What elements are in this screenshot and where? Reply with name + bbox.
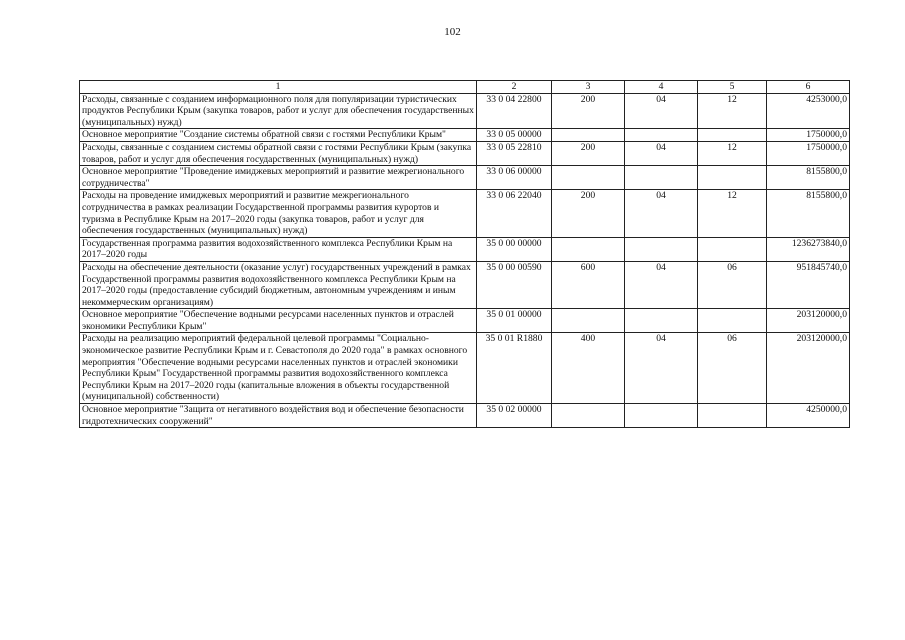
row-amount: 4250000,0 (767, 404, 850, 428)
row-code: 33 0 05 22810 (477, 141, 552, 165)
row-col4: 04 (625, 333, 698, 404)
table-row (80, 261, 850, 308)
row-col3 (552, 166, 625, 190)
row-name: Расходы на реализацию мероприятий федеральной целевой программы "Социально-экономическое развитие Республики Крым и г. Севастополя до 2020 года" в рамках основного мероприятия "Обеспечение водными ресурсами населенных пунктов и отраслей экономики Республики Крым" Государственной программы развития водохозяйственного комплекса Республики Крым на 2017–2020 годы (капитальные вложения в объекты государственной (муниципальной) собственности) (80, 333, 477, 404)
row-col4 (625, 237, 698, 261)
column-header: 6 (767, 81, 850, 94)
table-row (80, 141, 850, 165)
table-row (80, 333, 850, 404)
header-row (80, 81, 850, 94)
row-name: Основное мероприятие "Проведение имиджевых мероприятий и развитие межрегионального сотрудничества" (80, 166, 477, 190)
row-col5 (698, 404, 767, 428)
row-code: 35 0 00 00590 (477, 261, 552, 308)
row-amount: 8155800,0 (767, 190, 850, 237)
row-amount: 1236273840,0 (767, 237, 850, 261)
page-number: 102 (444, 26, 461, 38)
row-code: 33 0 05 00000 (477, 129, 552, 142)
budget-table (79, 80, 850, 428)
column-header: 4 (625, 81, 698, 94)
row-name: Государственная программа развития водохозяйственного комплекса Республики Крым на 2017–2020 годы (80, 237, 477, 261)
row-col5: 06 (698, 261, 767, 308)
row-code: 35 0 00 00000 (477, 237, 552, 261)
row-code: 35 0 01 00000 (477, 309, 552, 333)
column-header: 1 (80, 81, 477, 94)
table-row (80, 93, 850, 129)
row-col5 (698, 237, 767, 261)
row-amount: 203120000,0 (767, 309, 850, 333)
row-name: Расходы на проведение имиджевых мероприятий и развитие межрегионального сотрудничества в рамках реализации Государственной программы развития курортов и туризма в Республике Крым на 2017–2020 годы (закупка товаров, работ и услуг для обеспечения государственных (муниципальных) нужд) (80, 190, 477, 237)
row-col4 (625, 166, 698, 190)
row-col3: 400 (552, 333, 625, 404)
row-amount: 203120000,0 (767, 333, 850, 404)
row-col3: 600 (552, 261, 625, 308)
row-name: Основное мероприятие "Создание системы обратной связи с гостями Республики Крым" (80, 129, 477, 142)
row-amount: 4253000,0 (767, 93, 850, 129)
row-col5 (698, 129, 767, 142)
row-name: Расходы на обеспечение деятельности (оказание услуг) государственных учреждений в рамках Государственной программы развития водохозяйственного комплекса Республики Крым на 2017–2020 годы (предоставление субсидий бюджетным, автономным учреждениям и иным некоммерческим организациям) (80, 261, 477, 308)
row-col5 (698, 166, 767, 190)
row-col4 (625, 404, 698, 428)
row-amount: 1750000,0 (767, 129, 850, 142)
table-row (80, 237, 850, 261)
column-header: 2 (477, 81, 552, 94)
table-row (80, 309, 850, 333)
row-name: Расходы, связанные с созданием информационного поля для популяризации туристических продуктов Республики Крым (закупка товаров, работ и услуг для обеспечения государственных (муниципальных) нужд) (80, 93, 477, 129)
row-name: Расходы, связанные с созданием системы обратной связи с гостями Республики Крым (закупка товаров, работ и услуг для обеспечения государственных (муниципальных) нужд) (80, 141, 477, 165)
table-row (80, 129, 850, 142)
row-col3: 200 (552, 190, 625, 237)
row-amount: 951845740,0 (767, 261, 850, 308)
row-col3 (552, 129, 625, 142)
row-col5: 12 (698, 141, 767, 165)
row-col4 (625, 129, 698, 142)
row-col4: 04 (625, 190, 698, 237)
table-row (80, 404, 850, 428)
row-code: 33 0 06 22040 (477, 190, 552, 237)
table-row (80, 166, 850, 190)
row-col3 (552, 237, 625, 261)
table-row (80, 190, 850, 237)
row-col5: 06 (698, 333, 767, 404)
row-code: 35 0 01 R1880 (477, 333, 552, 404)
row-amount: 1750000,0 (767, 141, 850, 165)
row-col5 (698, 309, 767, 333)
row-col3 (552, 404, 625, 428)
column-header: 5 (698, 81, 767, 94)
row-col3: 200 (552, 141, 625, 165)
row-col5: 12 (698, 93, 767, 129)
row-col4 (625, 309, 698, 333)
row-code: 35 0 02 00000 (477, 404, 552, 428)
column-header: 3 (552, 81, 625, 94)
row-code: 33 0 04 22800 (477, 93, 552, 129)
row-col4: 04 (625, 141, 698, 165)
row-col3 (552, 309, 625, 333)
row-amount: 8155800,0 (767, 166, 850, 190)
row-col4: 04 (625, 261, 698, 308)
row-col3: 200 (552, 93, 625, 129)
row-code: 33 0 06 00000 (477, 166, 552, 190)
row-name: Основное мероприятие "Обеспечение водными ресурсами населенных пунктов и отраслей экономики Республики Крым" (80, 309, 477, 333)
row-col4: 04 (625, 93, 698, 129)
row-name: Основное мероприятие "Защита от негативного воздействия вод и обеспечение безопасности гидротехнических сооружений" (80, 404, 477, 428)
row-col5: 12 (698, 190, 767, 237)
